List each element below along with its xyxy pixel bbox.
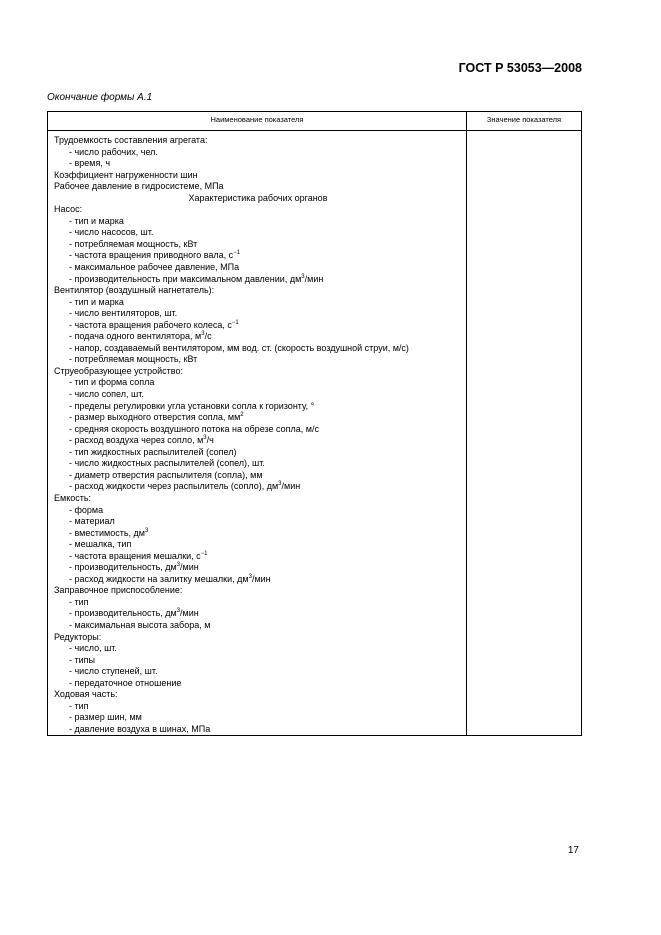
table-row: [54, 620, 462, 632]
row-text: - расход жидкости через распылитель (сопло), дм: [69, 481, 279, 492]
row-superscript: −1: [233, 250, 241, 257]
row-text: - число насосов, шт.: [69, 227, 154, 238]
table-row: [54, 285, 462, 297]
row-unit-tail: /мин: [251, 573, 271, 584]
page-number: 17: [567, 845, 579, 856]
row-text: - потребляемая мощность, кВт: [69, 238, 198, 249]
table-row: [54, 401, 462, 413]
row-text: - число вентиляторов, шт.: [69, 308, 178, 319]
row-text: Коэффициент нагруженности шин: [54, 169, 198, 180]
table-row: [54, 516, 462, 528]
row-superscript: 3: [278, 481, 282, 488]
table-row: [54, 539, 462, 551]
table-row: [54, 551, 462, 563]
table-row: [54, 458, 462, 470]
row-text: - тип и марка: [69, 296, 124, 307]
row-unit-tail: /мин: [180, 608, 199, 619]
table-row: [54, 193, 462, 205]
row-text: - напор, создаваемый вентилятором, мм вод. ст. (скорость воздушной струи, м/с): [69, 342, 409, 353]
table-row: [54, 389, 462, 401]
row-text: - вместимость, дм: [69, 527, 145, 538]
row-unit-tail: /мин: [304, 273, 324, 284]
table-row: [54, 678, 462, 690]
row-text: Ходовая часть:: [54, 689, 118, 700]
table-row: [54, 170, 462, 182]
table-row: [54, 632, 462, 644]
row-text: Трудоемкость составления агрегата:: [54, 135, 208, 145]
row-superscript: 3: [248, 573, 252, 580]
table-row: [54, 274, 462, 286]
row-text: - размер шин, мм: [69, 712, 142, 723]
table-row: [54, 366, 462, 378]
table-row: [54, 308, 462, 320]
row-superscript: −1: [231, 319, 239, 326]
table-row: [54, 701, 462, 713]
row-text: Вентилятор (воздушный нагнетатель):: [54, 285, 215, 296]
row-text: - максимальная высота забора, м: [69, 619, 211, 630]
row-text: Насос:: [54, 204, 83, 215]
table-row: [54, 470, 462, 482]
table-row: [54, 424, 462, 436]
table-row: [54, 297, 462, 309]
row-text: - подача одного вентилятора, м: [69, 331, 202, 342]
table-row: [54, 377, 462, 389]
table-row: [54, 412, 462, 424]
table-row: [54, 608, 462, 620]
table-row: [54, 354, 462, 366]
table-row: [54, 262, 462, 274]
row-text: - тип и марка: [69, 215, 124, 226]
table-row: [54, 724, 462, 736]
row-superscript: −1: [200, 550, 208, 557]
row-text: - расход жидкости на залитку мешалки, дм: [69, 573, 249, 584]
row-text: - мешалка, тип: [69, 539, 132, 550]
row-text: Характеристика рабочих органов: [188, 192, 328, 203]
table-row: [54, 481, 462, 493]
row-text: Струеобразующее устройство:: [54, 365, 183, 376]
row-text: - передаточное отношение: [69, 677, 182, 688]
table-rows: [54, 135, 462, 735]
row-text: - частота вращения рабочего колеса, с: [69, 319, 232, 330]
row-text: - тип жидкостных распылителей (сопел): [69, 446, 237, 457]
row-text: - частота вращения мешалки, с: [69, 550, 201, 561]
row-superscript: 3: [203, 435, 207, 442]
row-text: - средняя скорость воздушного потока на обрезе сопла, м/с: [69, 423, 319, 434]
row-superscript: 3: [201, 331, 205, 338]
row-superscript: 3: [176, 608, 181, 615]
indicator-table: [47, 111, 582, 736]
row-text: - расход воздуха через сопло, м: [69, 435, 204, 446]
row-text: - форма: [69, 504, 104, 515]
column-divider: [466, 112, 467, 735]
row-text: Емкость:: [54, 492, 92, 503]
row-unit-tail: /мин: [281, 481, 301, 492]
table-row: [54, 447, 462, 459]
row-text: - производительность, дм: [69, 608, 177, 619]
table-row: [54, 585, 462, 597]
row-text: - производительность, дм: [69, 562, 177, 573]
row-superscript: 2: [240, 412, 244, 419]
row-text: - частота вращения приводного вала, с: [69, 250, 234, 261]
table-row: [54, 666, 462, 678]
table-row: [54, 216, 462, 228]
row-text: Рабочее давление в гидросистеме, МПа: [54, 181, 224, 192]
row-superscript: 3: [301, 273, 305, 280]
row-text: - число, шт.: [69, 643, 117, 654]
table-row: [54, 597, 462, 609]
table-row: [54, 689, 462, 701]
row-text: - число ступеней, шт.: [69, 666, 158, 677]
row-text: Редукторы:: [54, 631, 102, 642]
row-superscript: 3: [176, 562, 181, 569]
row-text: - потребляемая мощность, кВт: [69, 354, 198, 365]
row-text: - размер выходного отверстия сопла, мм: [69, 412, 241, 423]
table-row: [54, 250, 462, 262]
table-row: [54, 204, 462, 216]
row-text: - время, ч: [69, 158, 111, 169]
table-row: [54, 147, 462, 159]
row-text: - типы: [69, 654, 95, 665]
column-header-value: Значение показателя: [486, 115, 562, 124]
table-row: [54, 343, 462, 355]
table-row: [54, 227, 462, 239]
row-text: - число жидкостных распылителей (сопел), шт.: [69, 458, 265, 469]
row-text: - максимальное рабочее давление, МПа: [69, 262, 240, 273]
table-row: [54, 712, 462, 724]
row-text: - число сопел, шт.: [69, 389, 144, 400]
table-row: [54, 435, 462, 447]
row-text: Заправочное приспособление:: [54, 585, 183, 596]
row-text: - тип: [69, 596, 89, 607]
row-text: - давление воздуха в шинах, МПа: [69, 723, 211, 734]
table-row: [54, 655, 462, 667]
table-row: [54, 562, 462, 574]
table-row: [54, 574, 462, 586]
row-text: - пределы регулировки угла установки сопла к горизонту, °: [69, 400, 315, 411]
table-row: [54, 505, 462, 517]
table-row: [54, 181, 462, 193]
row-unit-tail: /мин: [180, 562, 199, 573]
form-caption: Окончание формы А.1: [47, 92, 153, 103]
table-row: [54, 643, 462, 655]
row-text: - материал: [69, 516, 115, 527]
header-divider: [48, 130, 581, 131]
row-text: - число рабочих, чел.: [69, 146, 158, 157]
table-row: [54, 528, 462, 540]
column-header-name: Наименование показателя: [210, 115, 304, 124]
table-row: [54, 320, 462, 332]
row-text: - диаметр отверстия распылителя (сопла), мм: [69, 469, 263, 480]
table-row: [54, 158, 462, 170]
table-row: [54, 239, 462, 251]
document-code: ГОСТ Р 53053—2008: [458, 61, 582, 75]
row-text: - тип и форма сопла: [69, 377, 155, 388]
table-row: [54, 493, 462, 505]
row-superscript: 3: [144, 527, 149, 534]
table-row: [54, 331, 462, 343]
row-unit-tail: /ч: [206, 435, 214, 446]
row-text: - тип: [69, 700, 89, 711]
row-unit-tail: /с: [204, 331, 212, 342]
row-text: - производительность при максимальном давлении, дм: [69, 273, 302, 284]
table-row: [54, 135, 462, 147]
